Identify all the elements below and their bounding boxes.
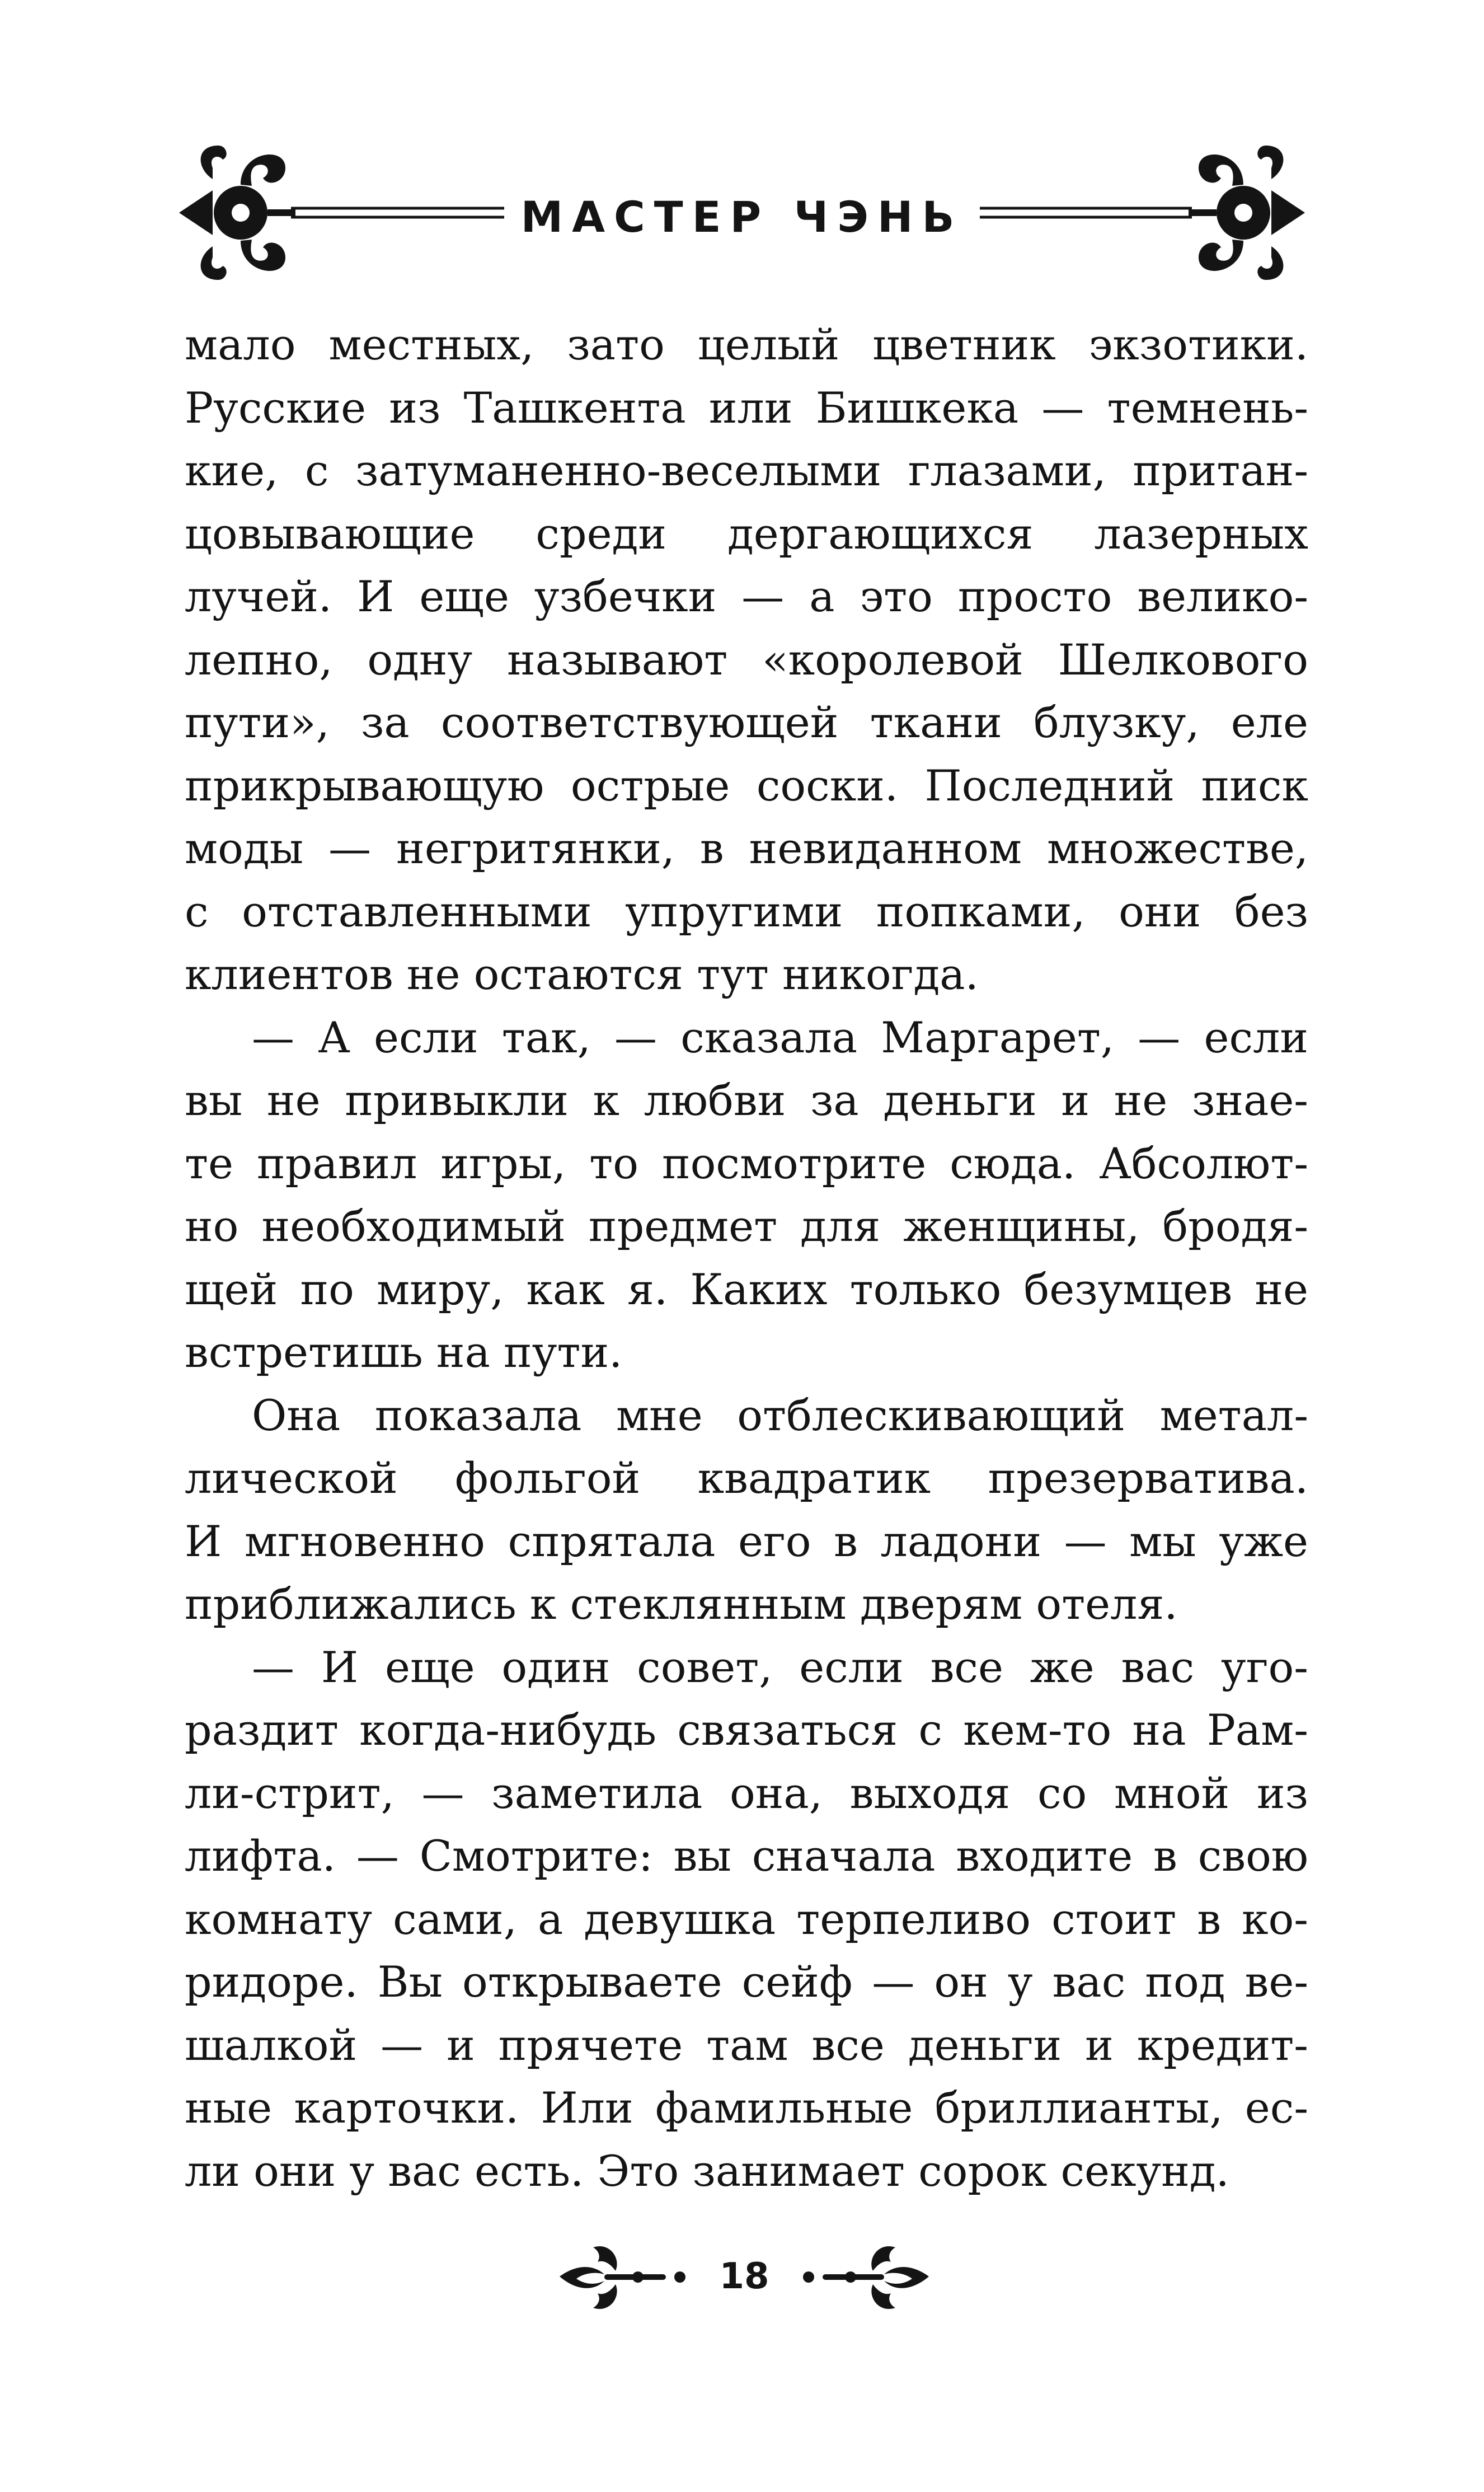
- body-text: [185, 313, 1308, 2203]
- text-line: лепно, одну называют «королевой Шелкового: [185, 634, 1308, 685]
- paragraph: [185, 1384, 1308, 1636]
- text-line: ные карточки. Или фамильные бриллианты, ес-: [185, 2083, 1308, 2133]
- fleuron-icon: [800, 2231, 934, 2326]
- running-title-text: МАСТЕР ЧЭНЬ: [504, 192, 980, 242]
- text-line: ли-стрит, — заметила она, выходя со мной из: [185, 1768, 1308, 1818]
- text-line: клиентов не остаются тут никогда.: [185, 949, 979, 999]
- text-line: И мгновенно спрятала его в ладони — мы уже: [185, 1516, 1308, 1566]
- text-line: комнату сами, а девушка терпеливо стоит в ко-: [185, 1894, 1308, 1944]
- paragraph: [185, 313, 1308, 1006]
- paragraph: [185, 1006, 1308, 1384]
- text-line: ридоре. Вы открываете сейф — он у вас под ве-: [185, 1957, 1308, 2007]
- text-line: Русские из Ташкента или Бишкека — темнень-: [185, 382, 1308, 433]
- text-line: пути», за соответствующей ткани блузку, еле: [185, 697, 1308, 747]
- text-line: приближались к стеклянным дверям отеля.: [185, 1579, 1178, 1629]
- text-line: — А если так, — сказала Маргарет, — если: [252, 1012, 1308, 1062]
- text-line: кие, с затуманенно-веселыми глазами, притан-: [185, 446, 1308, 495]
- page-footer: [554, 2231, 934, 2326]
- text-line: те правил игры, то посмотрите сюда. Абсолют-: [185, 1138, 1308, 1188]
- text-line: лифта. — Смотрите: вы сначала входите в свою: [185, 1831, 1308, 1881]
- text-line: лической фольгой квадратик презерватива.: [185, 1453, 1308, 1503]
- text-line: шалкой — и прячете там все деньги и кредит-: [185, 2020, 1308, 2070]
- text-line: — И еще один совет, если все же вас уго-: [252, 1642, 1308, 1692]
- text-line: мало местных, зато целый цветник экзотики.: [185, 320, 1308, 369]
- paragraph: [185, 1636, 1308, 2203]
- text-line: Она показала мне отблескивающий метал-: [252, 1390, 1308, 1440]
- text-line: прикрывающую острые соски. Последний писк: [185, 760, 1308, 811]
- text-line: ли они у вас есть. Это занимает сорок секунд.: [185, 2146, 1229, 2196]
- text-line: встретишь на пути.: [185, 1327, 623, 1377]
- text-line: раздит когда-нибудь связаться с кем-то на Рам-: [185, 1705, 1308, 1755]
- text-line: с отставленными упругими попками, они без: [185, 886, 1308, 936]
- page-number: 18: [719, 2256, 769, 2297]
- text-line: но необходимый предмет для женщины, бродя-: [185, 1201, 1308, 1251]
- text-line: моды — негритянки, в невиданном множестве,: [185, 823, 1308, 873]
- text-line: вы не привыкли к любви за деньги и не знае-: [185, 1075, 1308, 1125]
- running-title: [173, 189, 1311, 245]
- text-line: лучей. И еще узбечки — а это просто велико-: [185, 572, 1308, 621]
- running-header: [173, 134, 1311, 302]
- text-line: щей по миру, как я. Каких только безумцев не: [185, 1264, 1308, 1314]
- text-line: цовывающие среди дергающихся лазерных: [185, 508, 1308, 559]
